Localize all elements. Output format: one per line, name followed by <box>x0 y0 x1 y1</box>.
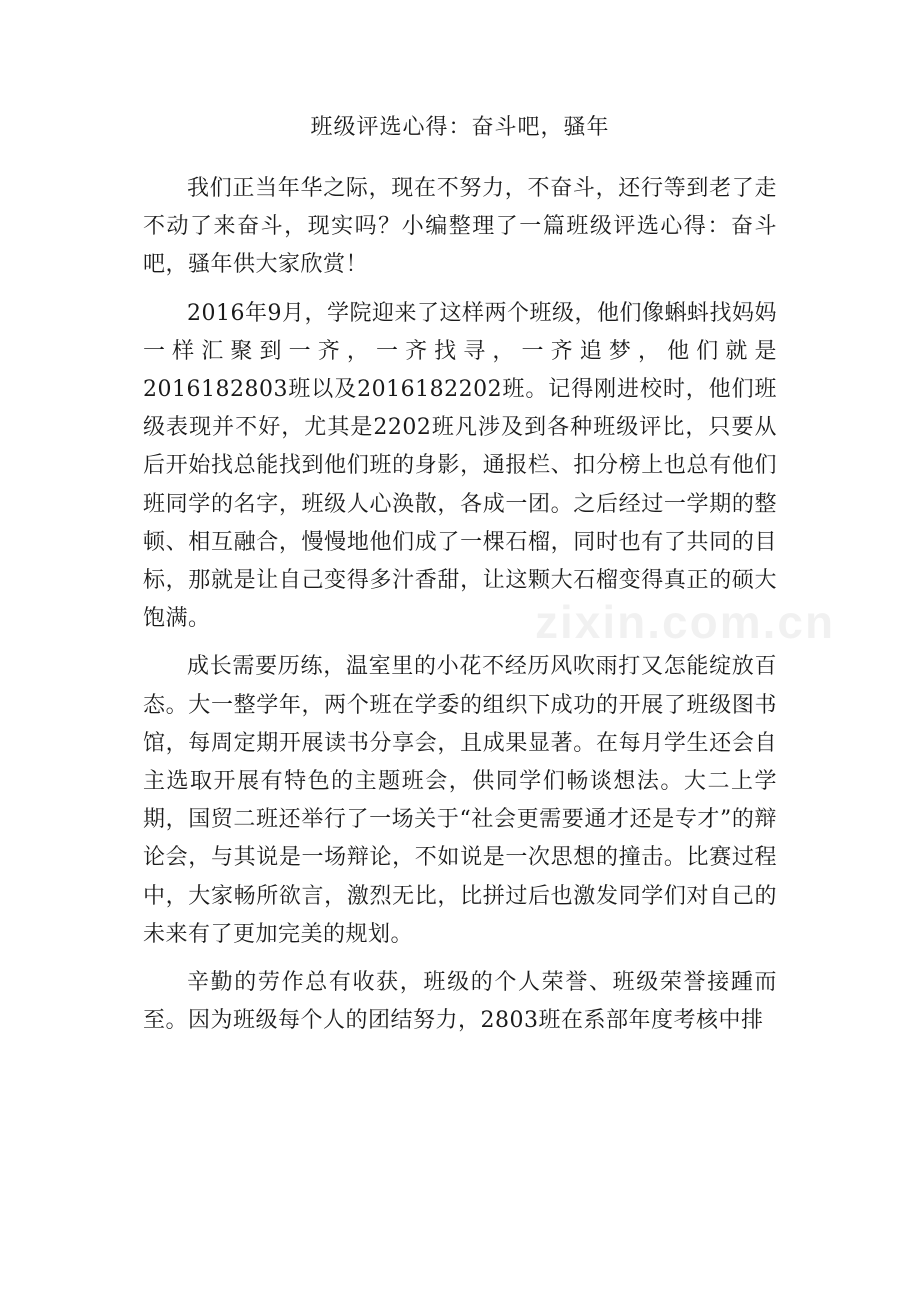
watermark: zixin.com.cn <box>535 596 836 648</box>
paragraph-class-history: 2016年9月，学院迎来了这样两个班级，他们像蝌蚪找妈妈一样汇聚到一齐，一齐找寻，一齐追梦，他们就是2016182803班以及2016182202班。记得刚进校时，他们班级表现并不好，尤其是2202班凡涉及到各种班级评比，只要从后开始找总能找到他们班的身影，通报栏、扣分榜上也总有他们班同学的名字，班级人心涣散，各成一团。之后经过一学期的整顿、相互融合，慢慢地他们成了一棵石榴，同时也有了共同的目标，那就是让自己变得多汁香甜，让这颗大石榴变得真正的硕大饱满。 <box>143 300 777 632</box>
paragraph-intro: 我们正当年华之际，现在不努力，不奋斗，还行等到老了走不动了来奋斗，现实吗？小编整理了一篇班级评选心得：奋斗吧，骚年供大家欣赏！ <box>143 176 777 278</box>
paragraph-honors: 辛勤的劳作总有收获，班级的个人荣誉、班级荣誉接踵而至。因为班级每个人的团结努力，2803班在系部年度考核中排 <box>143 970 777 1034</box>
document-title: 班级评选心得：奋斗吧，骚年 <box>310 115 610 140</box>
paragraph-growth: 成长需要历练，温室里的小花不经历风吹雨打又怎能绽放百态。大一整学年，两个班在学委的组织下成功的开展了班级图书馆，每周定期开展读书分享会，且成果显著。在每月学生还会自主选取开展有特色的主题班会，供同学们畅谈想法。大二上学期，国贸二班还举行了一场关于“社会更需要通才还是专才”的辩论会，与其说是一场辩论，不如说是一次思想的撞击。比赛过程中，大家畅所欲言，激烈无比，比拼过后也激发同学们对自己的未来有了更加完美的规划。 <box>143 654 777 947</box>
document-body <box>143 170 777 1040</box>
